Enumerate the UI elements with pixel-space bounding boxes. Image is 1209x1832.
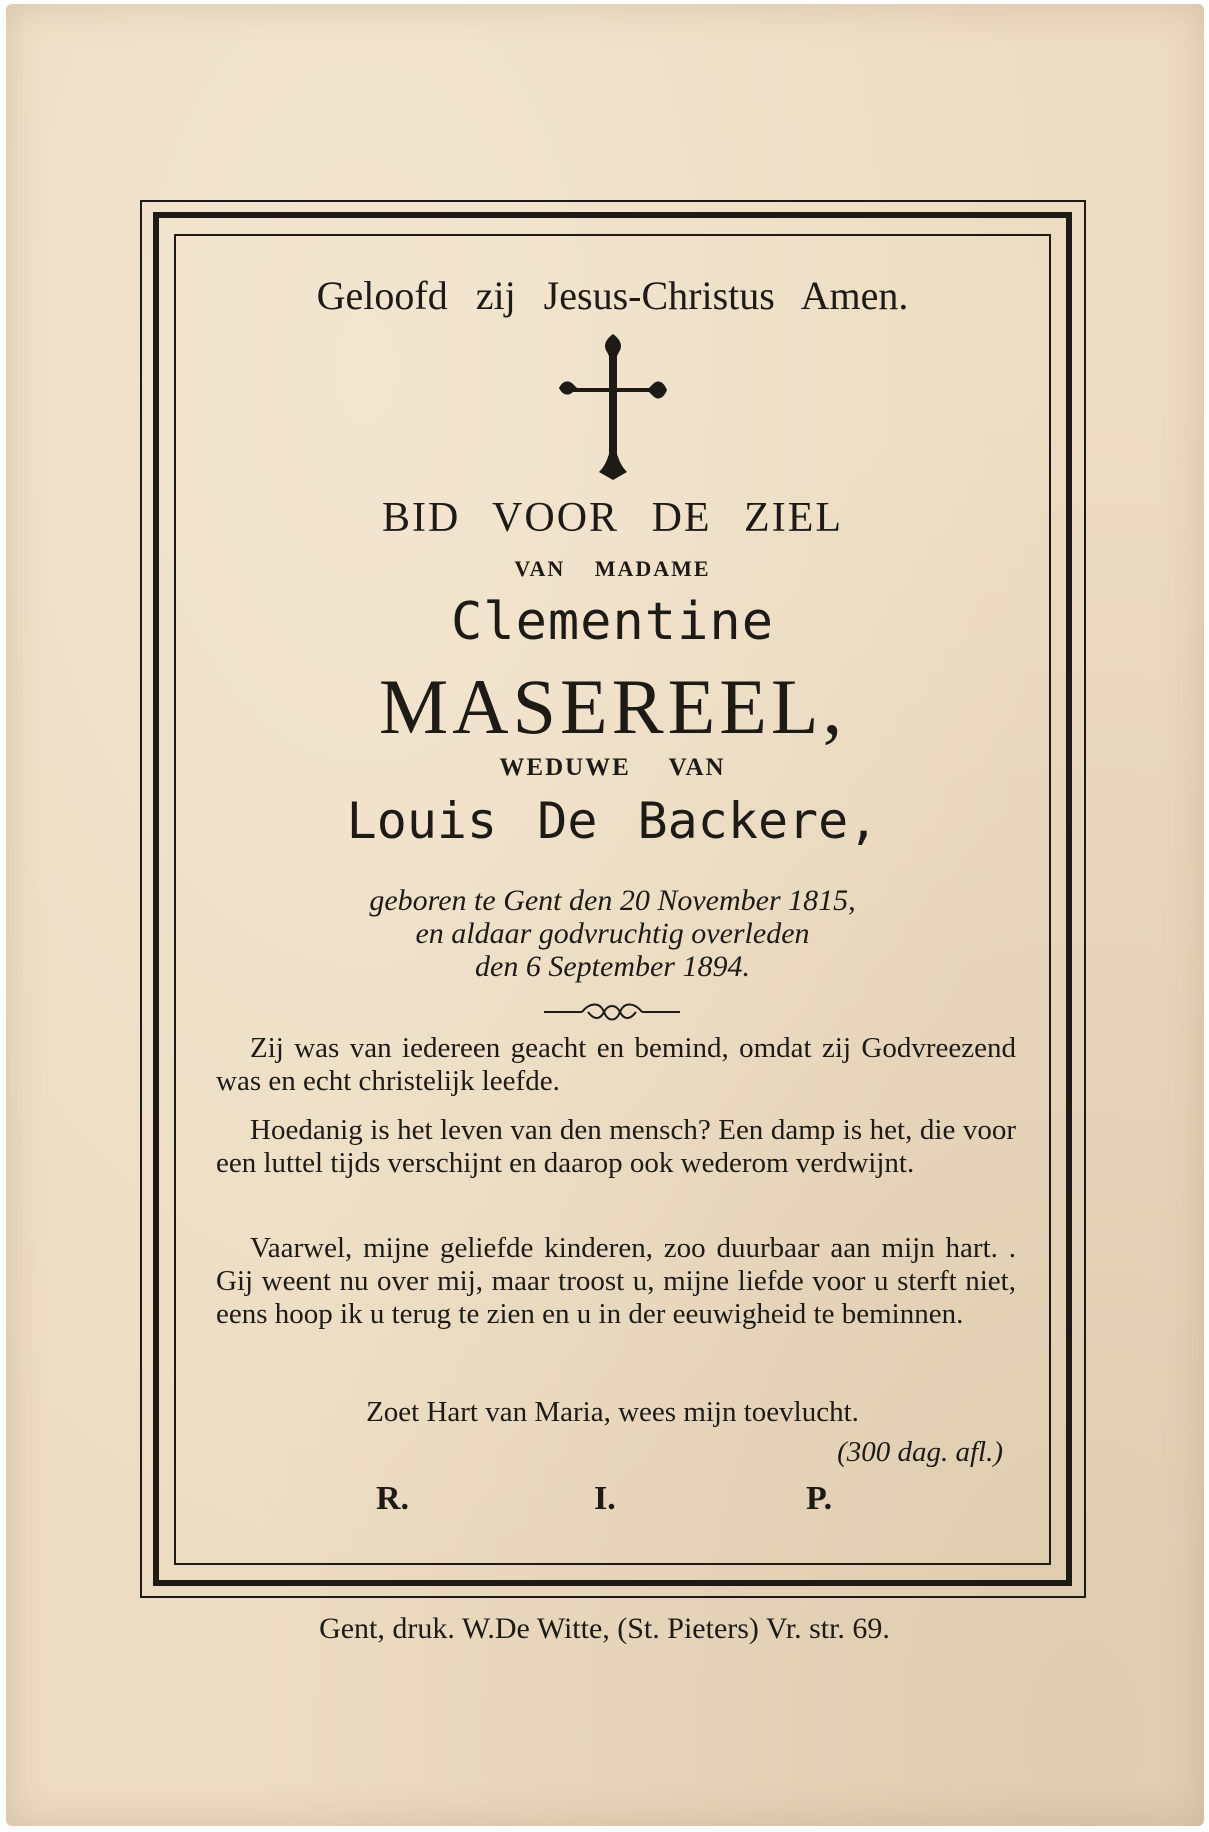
van-madame: VAN MADAME	[514, 556, 711, 581]
weduwe-van: WEDUWE VAN	[499, 754, 726, 781]
bid-voor-de-ziel: BID VOOR DE ZIEL	[381, 495, 844, 541]
rip-p: P.	[806, 1480, 833, 1517]
indulgence-note: (300 dag. afl.)	[837, 1436, 1003, 1468]
husband-name: Louis De Backere,	[346, 792, 879, 850]
surname: MASEREEL,	[378, 663, 847, 750]
rip-r: R.	[376, 1480, 410, 1517]
ornament-divider	[542, 1000, 682, 1024]
card-content	[186, 244, 1039, 1554]
printer-imprint: Gent, druk. W.De Witte, (St. Pieters) Vr. str. 69.	[319, 1612, 890, 1645]
rip-i: I.	[594, 1480, 616, 1517]
cross-icon	[557, 332, 669, 482]
prayer-line: Zoet Hart van Maria, wees mijn toevlucht.	[366, 1396, 859, 1428]
paragraph-farewell: Vaarwel, mijne geliefde kinderen, zoo duurbaar aan mijn hart. . Gij weent nu over mij, maar troost u, mijne liefde voor u sterft niet, eens hoop ik u terug te zien en u in der eeuwigheid te beminnen.	[216, 1232, 1016, 1330]
header-text: Geloofd zij Jesus-Christus Amen.	[316, 273, 909, 318]
death-line: en aldaar godvruchtig overleden	[415, 917, 810, 950]
birth-line: geboren te Gent den 20 November 1815,	[369, 884, 856, 917]
death-date-line: den 6 September 1894.	[475, 950, 750, 983]
memorial-card	[6, 4, 1204, 1826]
first-name: Clementine	[450, 592, 775, 652]
paragraph-character: Zij was van iedereen geacht en bemind, omdat zij Godvreezend was en echt christelijk leefde.	[216, 1032, 1016, 1097]
paragraph-life: Hoedanig is het leven van den mensch? Een damp is het, die voor een luttel tijds verschijnt en daarop ook wederom verdwijnt.	[216, 1114, 1016, 1179]
